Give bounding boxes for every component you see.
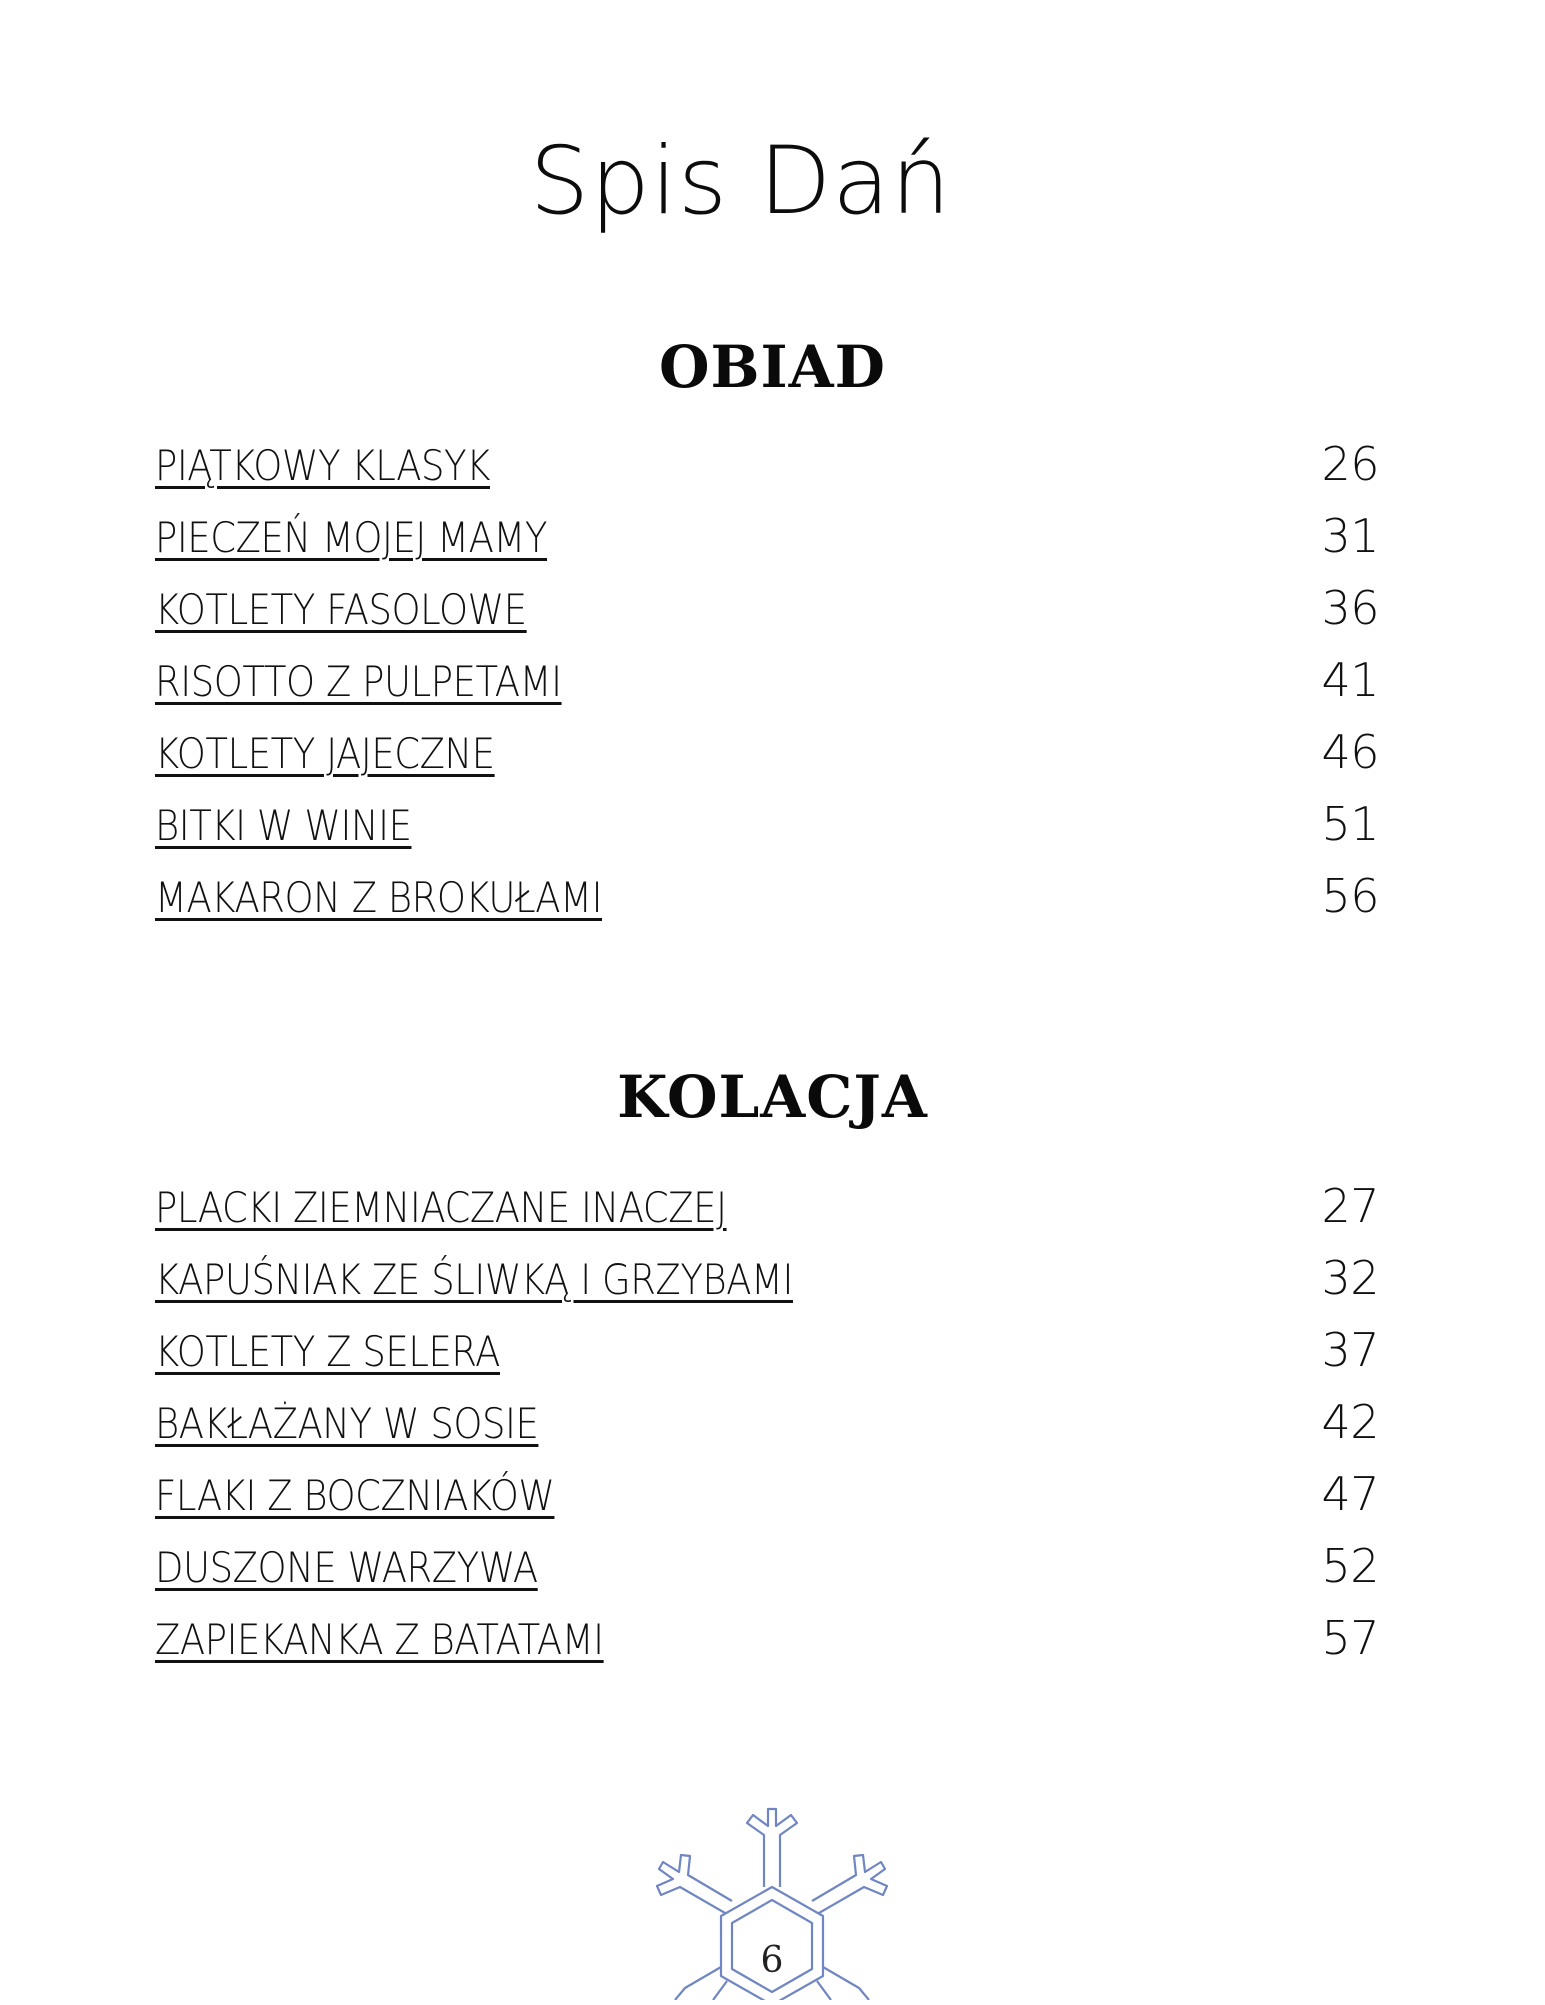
toc-list-kolacja — [155, 1170, 1387, 1674]
toc-entry-title[interactable]: PIECZEŃ MOJEJ MAMY — [155, 513, 548, 562]
toc-entry[interactable] — [155, 1242, 1387, 1314]
toc-list-obiad — [155, 428, 1387, 932]
toc-entry-page: 41 — [1321, 653, 1379, 707]
toc-entry-title[interactable]: DUSZONE WARZYWA — [155, 1543, 538, 1592]
toc-entry[interactable] — [155, 572, 1387, 644]
toc-entry-title[interactable]: KOTLETY FASOLOWE — [155, 585, 527, 634]
toc-entry-title[interactable]: KAPUŚNIAK ZE ŚLIWKĄ I GRZYBAMI — [155, 1255, 793, 1304]
toc-entry-page: 42 — [1321, 1395, 1379, 1449]
toc-entry[interactable] — [155, 1530, 1387, 1602]
toc-entry-title[interactable]: KOTLETY JAJECZNE — [155, 729, 495, 778]
toc-entry-page: 52 — [1321, 1539, 1379, 1593]
toc-entry-page: 27 — [1321, 1179, 1379, 1233]
toc-entry[interactable] — [155, 644, 1387, 716]
toc-entry[interactable] — [155, 1386, 1387, 1458]
toc-entry-page: 31 — [1321, 509, 1379, 563]
toc-entry-title[interactable]: BITKI W WINIE — [155, 801, 412, 850]
toc-entry-page: 37 — [1321, 1323, 1379, 1377]
page-title: Spis Dań — [529, 127, 952, 236]
toc-entry-page: 51 — [1321, 797, 1379, 851]
section-heading-obiad: OBIAD — [659, 333, 886, 401]
toc-entry[interactable] — [155, 716, 1387, 788]
toc-entry-page: 46 — [1321, 725, 1379, 779]
toc-entry[interactable] — [155, 1314, 1387, 1386]
toc-entry[interactable] — [155, 1170, 1387, 1242]
toc-entry-page: 26 — [1321, 437, 1379, 491]
toc-entry-title[interactable]: BAKŁAŻANY W SOSIE — [155, 1399, 539, 1448]
page-footer — [635, 1795, 909, 2000]
toc-entry[interactable] — [155, 500, 1387, 572]
toc-entry-page: 32 — [1321, 1251, 1379, 1305]
toc-entry-title[interactable]: MAKARON Z BROKUŁAMI — [155, 873, 603, 922]
section-heading-kolacja: KOLACJA — [617, 1063, 928, 1131]
toc-entry[interactable] — [155, 788, 1387, 860]
toc-entry-title[interactable]: PIĄTKOWY KLASYK — [155, 441, 490, 490]
toc-entry-title[interactable]: RISOTTO Z PULPETAMI — [155, 657, 562, 706]
page-number: 6 — [760, 1940, 784, 1981]
toc-entry[interactable] — [155, 428, 1387, 500]
toc-entry-title[interactable]: ZAPIEKANKA Z BATATAMI — [155, 1615, 604, 1664]
toc-entry-title[interactable]: KOTLETY Z SELERA — [155, 1327, 500, 1376]
toc-entry-page: 57 — [1321, 1611, 1379, 1665]
toc-entry-title[interactable]: FLAKI Z BOCZNIAKÓW — [155, 1471, 555, 1520]
toc-entry-title[interactable]: PLACKI ZIEMNIACZANE INACZEJ — [155, 1183, 727, 1232]
toc-entry[interactable] — [155, 1602, 1387, 1674]
toc-entry[interactable] — [155, 1458, 1387, 1530]
toc-entry-page: 36 — [1321, 581, 1379, 635]
toc-entry-page: 56 — [1321, 869, 1379, 923]
toc-entry-page: 47 — [1321, 1467, 1379, 1521]
toc-entry[interactable] — [155, 860, 1387, 932]
